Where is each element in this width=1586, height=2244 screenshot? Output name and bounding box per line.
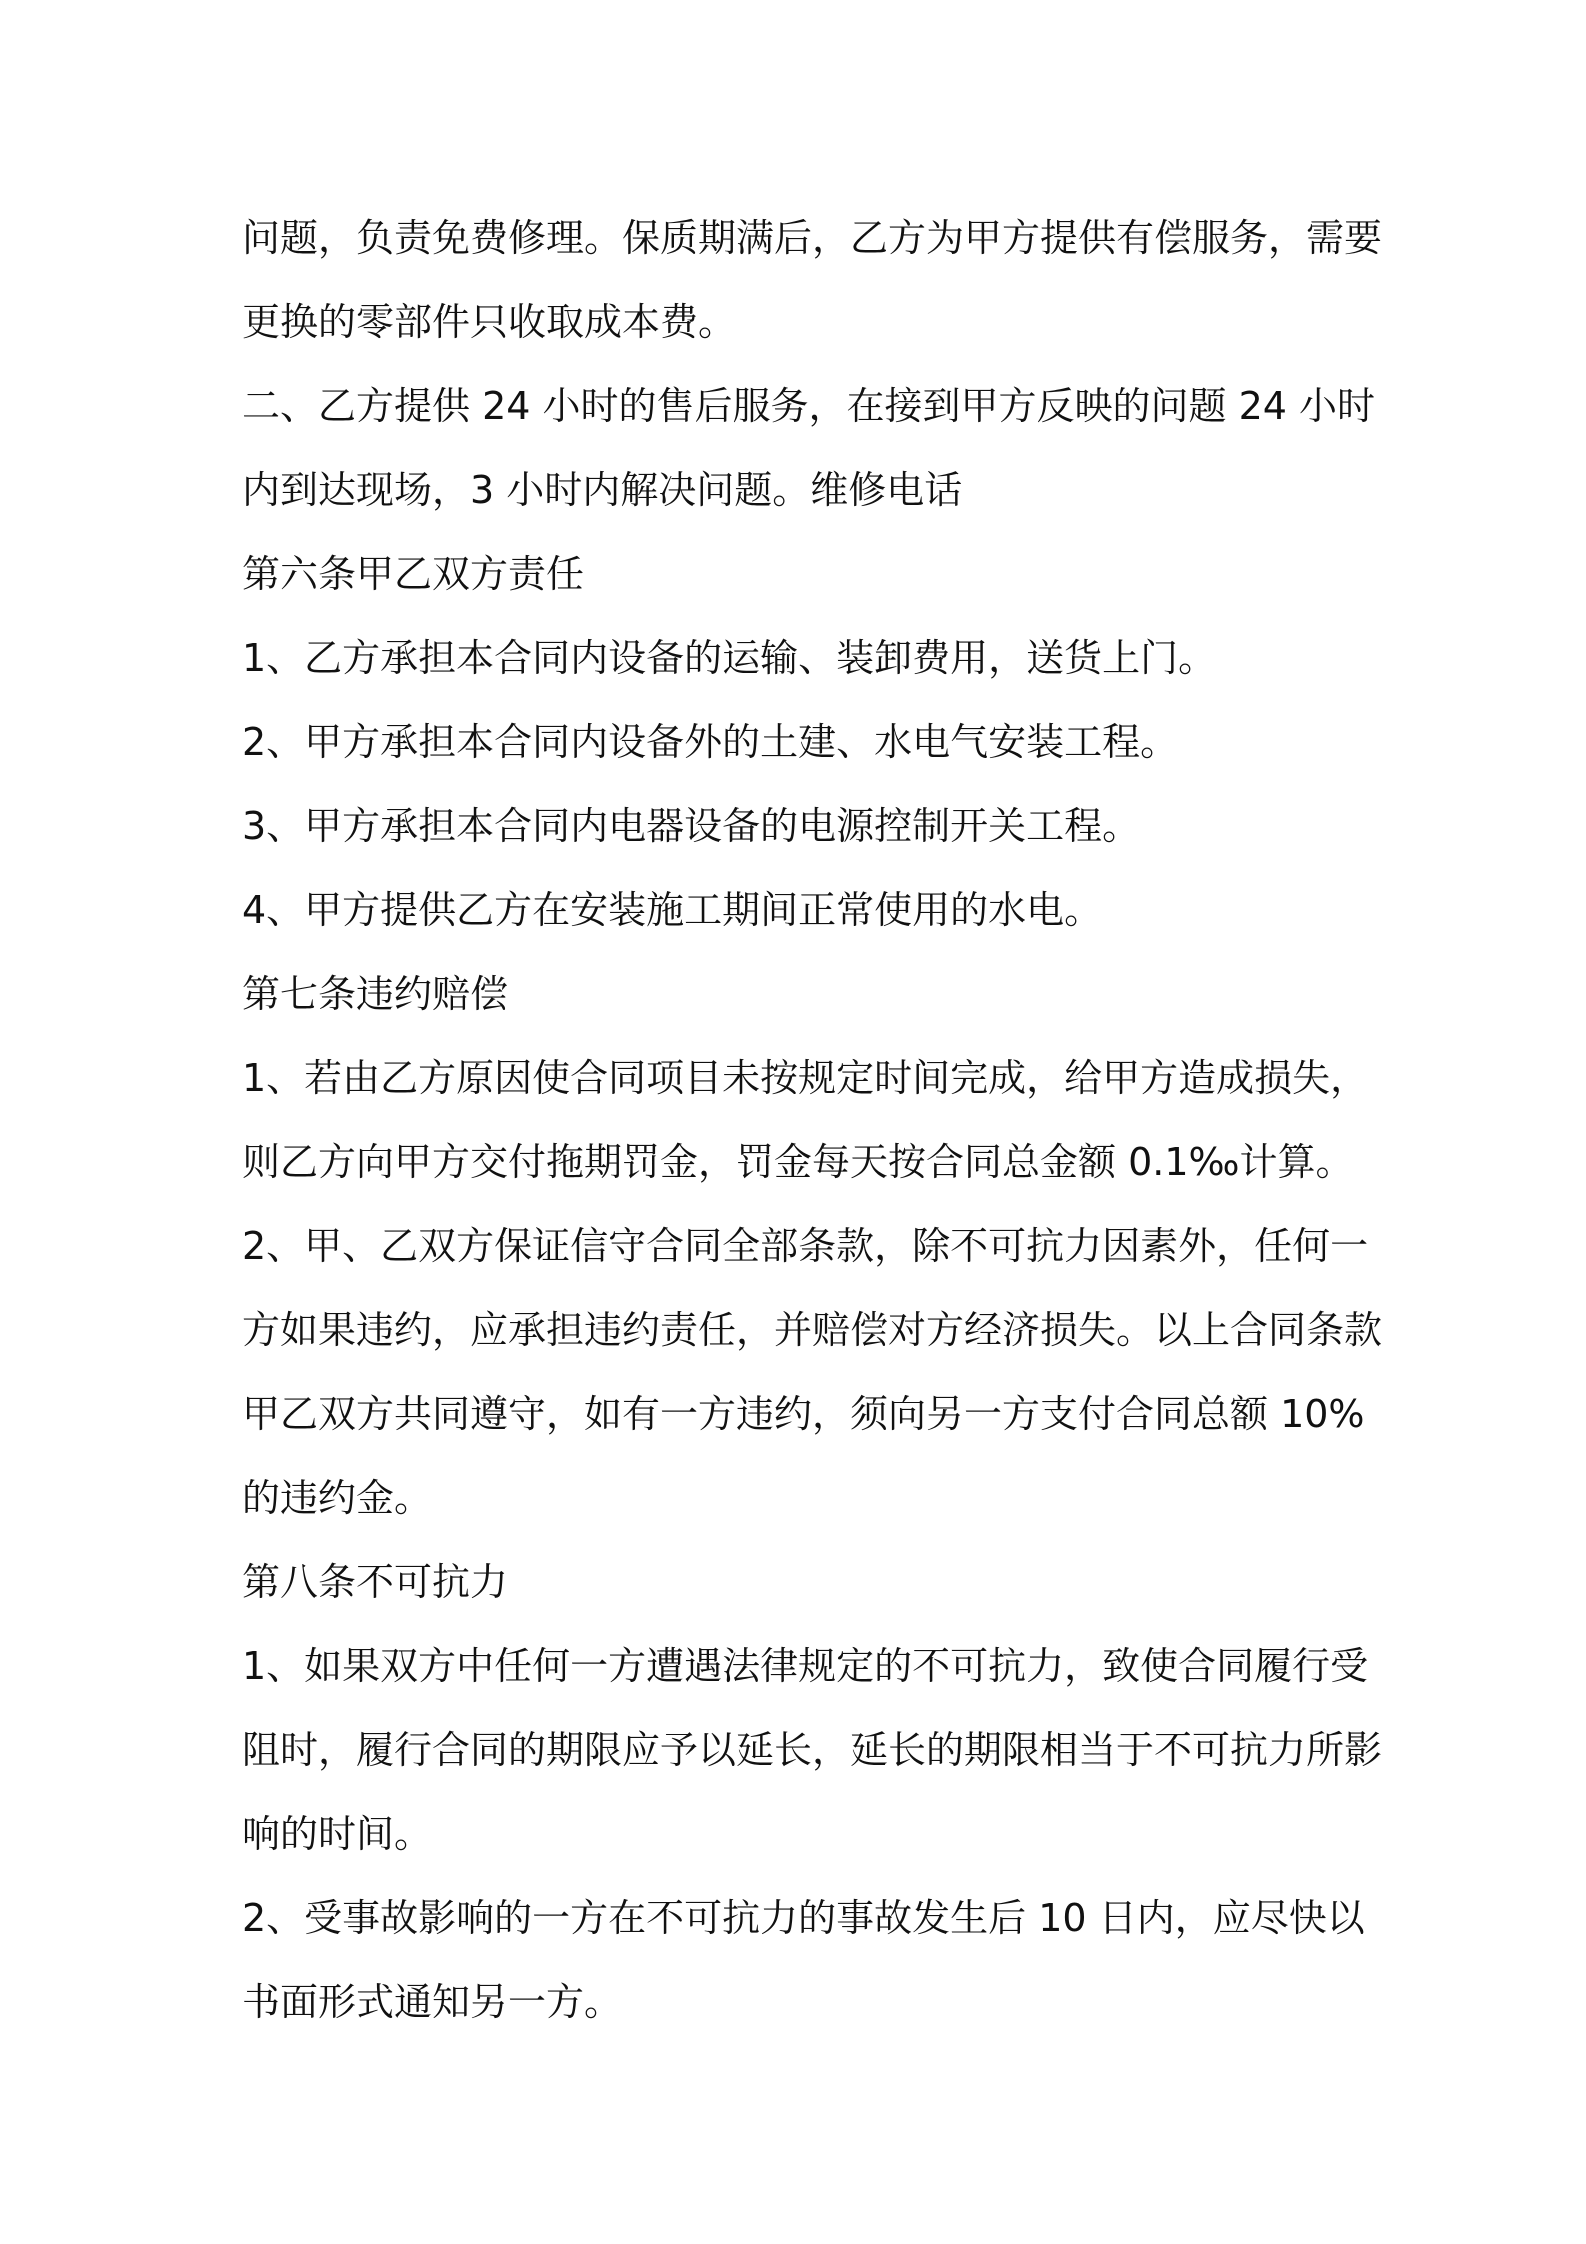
text-line: 2、甲方承担本合同内设备外的土建、水电气安装工程。	[242, 720, 1179, 764]
text-line: 1、若由乙方原因使合同项目未按规定时间完成，给甲方造成损失，	[242, 1056, 1369, 1100]
section-heading: 第六条甲乙双方责任	[242, 552, 585, 596]
text-line: 书面形式通知另一方。	[242, 1980, 623, 2024]
text-line: 3、甲方承担本合同内电器设备的电源控制开关工程。	[242, 804, 1141, 848]
text-line: 甲乙双方共同遵守，如有一方违约，须向另一方支付合同总额 10%	[242, 1392, 1365, 1436]
text-line: 则乙方向甲方交付拖期罚金，罚金每天按合同总金额 0.1‰计算。	[242, 1140, 1354, 1184]
text-line: 二、乙方提供 24 小时的售后服务，在接到甲方反映的问题 24 小时	[242, 384, 1376, 428]
text-line: 2、甲、乙双方保证信守合同全部条款，除不可抗力因素外，任何一	[242, 1224, 1369, 1268]
section-heading: 第七条违约赔偿	[242, 972, 509, 1016]
text-line: 问题，负责免费修理。保质期满后，乙方为甲方提供有偿服务，需要	[242, 216, 1383, 260]
text-line: 1、如果双方中任何一方遭遇法律规定的不可抗力，致使合同履行受	[242, 1644, 1369, 1688]
document-body	[242, 196, 1383, 2044]
text-line: 阻时，履行合同的期限应予以延长，延长的期限相当于不可抗力所影	[242, 1728, 1383, 1772]
text-line: 响的时间。	[242, 1812, 433, 1856]
text-line: 2、受事故影响的一方在不可抗力的事故发生后 10 日内，应尽快以	[242, 1896, 1365, 1940]
text-line: 1、乙方承担本合同内设备的运输、装卸费用，送货上门。	[242, 636, 1217, 680]
text-line: 内到达现场，3 小时内解决问题。维修电话	[242, 468, 963, 512]
text-line: 更换的零部件只收取成本费。	[242, 300, 737, 344]
text-line: 的违约金。	[242, 1476, 433, 1520]
section-heading: 第八条不可抗力	[242, 1560, 509, 1604]
text-line: 4、甲方提供乙方在安装施工期间正常使用的水电。	[242, 888, 1103, 932]
text-line: 方如果违约，应承担违约责任，并赔偿对方经济损失。以上合同条款	[242, 1308, 1383, 1352]
